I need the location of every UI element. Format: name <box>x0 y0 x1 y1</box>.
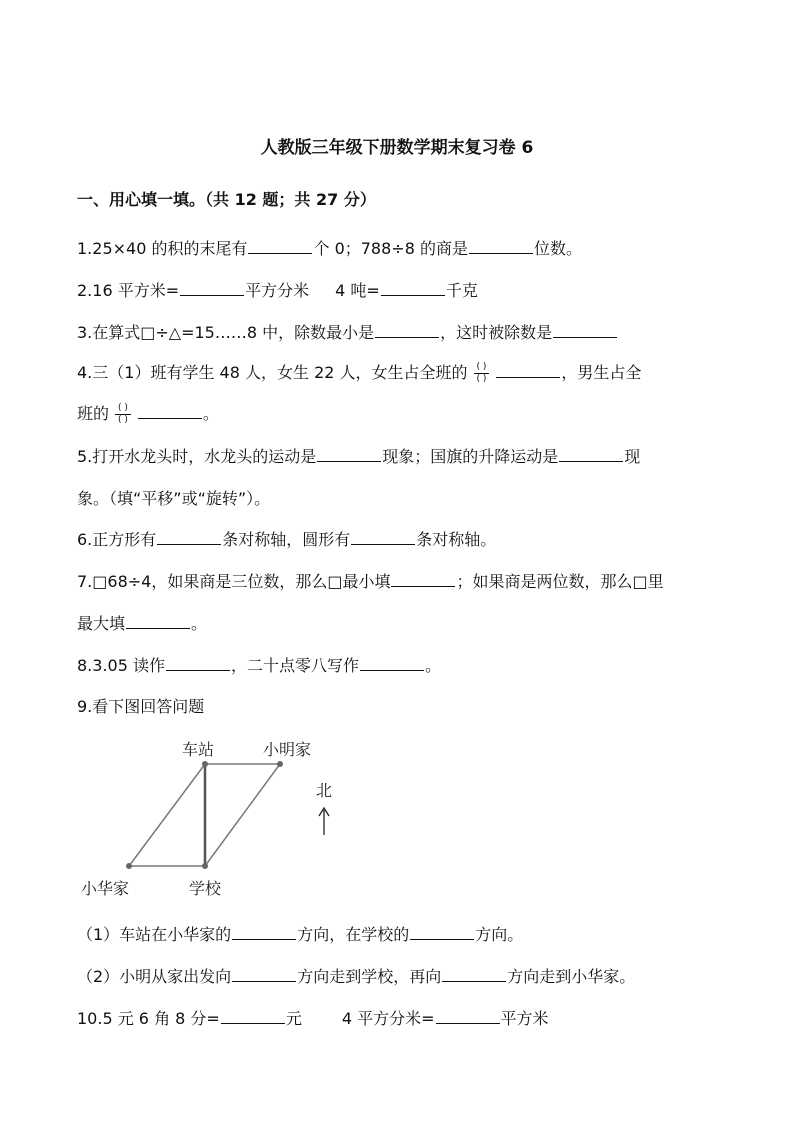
xiaoming-home-point <box>277 761 283 767</box>
question-9-sub-1: （1）车站在小华家的 方向，在学校的 方向。 <box>77 925 524 944</box>
answer-blank[interactable] <box>138 402 202 419</box>
label-north: 北 <box>316 781 333 800</box>
label-xiaohua-home: 小华家 <box>81 879 130 898</box>
answer-blank[interactable] <box>469 237 533 254</box>
answer-blank[interactable] <box>436 1007 500 1024</box>
question-10: 10.5 元 6 角 8 分= 元 4 平方分米= 平方米 <box>77 1009 549 1028</box>
question-3: 3.在算式□÷△=15……8 中，除数最小是 ，这时被除数是 <box>77 320 618 343</box>
question-2: 2.16 平方米= 平方分米 4 吨= 千克 <box>77 281 478 300</box>
answer-blank[interactable] <box>351 528 415 545</box>
question-7-cont: 最大填 。 <box>77 614 208 633</box>
answer-blank[interactable] <box>232 965 296 982</box>
question-4-cont: 班的 $\frac{( )}{( )}$ 。 <box>77 403 219 425</box>
answer-blank[interactable] <box>157 528 221 545</box>
fraction: $\frac{( )}{( )}$ <box>115 403 131 426</box>
answer-blank[interactable] <box>166 654 230 671</box>
school-point <box>202 863 208 869</box>
xiaohua-home-point <box>126 863 132 869</box>
question-4: 4.三（1）班有学生 48 人，女生 22 人，女生占全班的 $\frac{( )}{( )}$ ，男生占全 <box>77 362 642 384</box>
answer-blank[interactable] <box>391 570 455 587</box>
question-1: 1.25×40 的积的末尾有 个 0；788÷8 的商是 位数。 <box>77 239 582 258</box>
question-8: 8.3.05 读作 ，二十点零八写作 。 <box>77 656 442 675</box>
answer-blank[interactable] <box>360 654 424 671</box>
page-title: 人教版三年级下册数学期末复习卷 6 <box>260 138 534 158</box>
map-diagram <box>77 734 377 904</box>
label-station: 车站 <box>182 740 215 759</box>
answer-blank[interactable] <box>553 321 617 338</box>
answer-blank[interactable] <box>375 321 439 338</box>
label-school: 学校 <box>189 879 222 898</box>
answer-blank[interactable] <box>496 361 560 378</box>
answer-blank[interactable] <box>381 279 445 296</box>
fraction: $\frac{( )}{( )}$ <box>474 362 490 385</box>
question-6: 6.正方形有 条对称轴，圆形有 条对称轴。 <box>77 530 497 549</box>
answer-blank[interactable] <box>221 1007 285 1024</box>
answer-blank[interactable] <box>232 923 296 940</box>
north-arrow-icon <box>319 808 329 835</box>
answer-blank[interactable] <box>126 612 190 629</box>
label-xiaoming-home: 小明家 <box>263 740 312 759</box>
question-9-sub-2: （2）小明从家出发向 方向走到学校，再向 方向走到小华家。 <box>77 967 636 986</box>
question-5: 5.打开水龙头时，水龙头的运动是 现象；国旗的升降运动是 现 <box>77 447 641 466</box>
answer-blank[interactable] <box>248 237 312 254</box>
answer-blank[interactable] <box>317 445 381 462</box>
question-7: 7.□68÷4，如果商是三位数，那么□最小填 ；如果商是两位数，那么□里 <box>77 572 664 591</box>
question-5-cont: 象。（填“平移”或“旋转”）。 <box>77 489 271 508</box>
answer-blank[interactable] <box>442 965 506 982</box>
answer-blank[interactable] <box>180 279 244 296</box>
section-heading: 一、用心填一填。（共 12 题；共 27 分） <box>77 190 376 209</box>
answer-blank[interactable] <box>410 923 474 940</box>
question-9: 9.看下图回答问题 <box>77 697 205 716</box>
answer-blank[interactable] <box>559 445 623 462</box>
station-point <box>202 761 208 767</box>
